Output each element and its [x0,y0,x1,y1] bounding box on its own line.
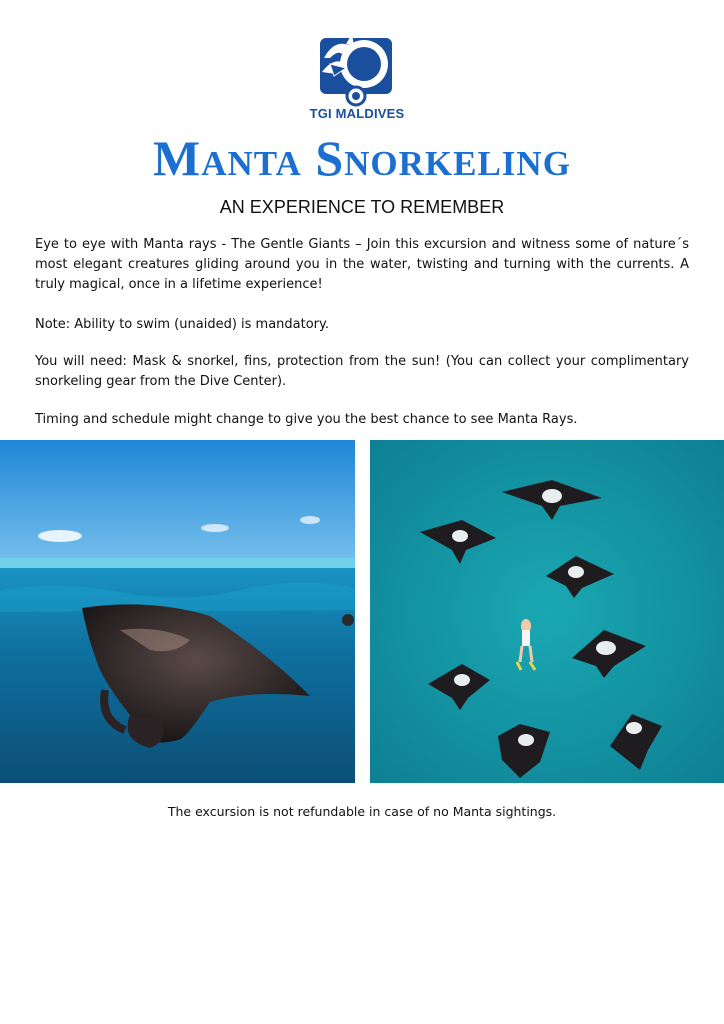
note-paragraph: Note: Ability to swim (unaided) is mandatory. [35,317,329,332]
manta-aerial-photo [370,440,724,783]
logo-text: TGI MALDIVES [309,106,405,121]
schedule-paragraph: Timing and schedule might change to give you the best chance to see Manta Rays. [35,412,578,427]
page-subtitle: AN EXPERIENCE TO REMEMBER [219,197,505,217]
requirements-paragraph: You will need: Mask & snorkel, fins, protection from the sun! (You can collect your complimentary snorkeling gear from the Dive Center). [35,354,689,389]
refund-disclaimer: The excursion is not refundable in case of no Manta sightings. [167,804,557,819]
page-title: Manta Snorkeling [153,130,571,186]
intro-paragraph: Eye to eye with Manta rays - The Gentle Giants – Join this excursion and witness some of nature´s most elegant creatures gliding around you in the water, twisting and turning with the currents. A truly magical, once in a lifetime experience! [35,237,689,292]
tgi-logo [316,28,398,108]
manta-surface-photo [0,440,355,783]
